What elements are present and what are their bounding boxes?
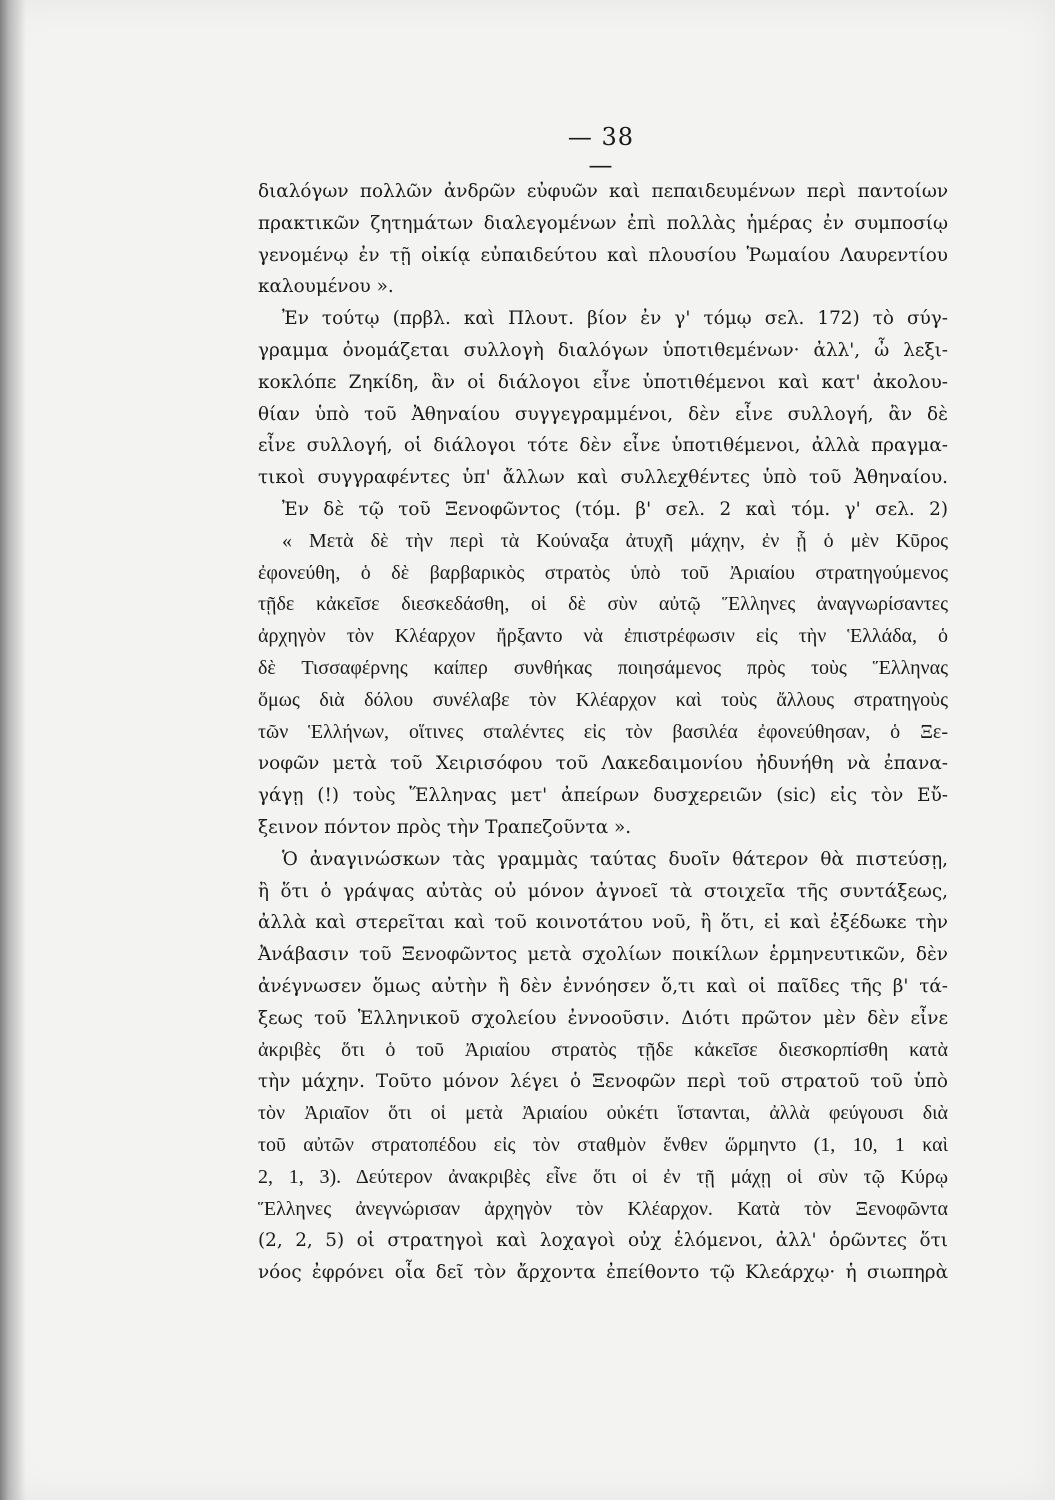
text-line: 2, 1, 3). Δεύτερον ἀνακριβὲς εἶνε ὅτι οἱ ἐν τῇ μάχῃ οἱ σὺν τῷ Κύρῳ <box>258 1165 948 1188</box>
text-line: πρακτικῶν ζητημάτων διαλεγομένων ἐπὶ πολλὰς ἡμέρας ἐν συμποσίῳ <box>258 212 948 234</box>
text-line: Ἀνάβασιν τοῦ Ξενοφῶντος μετὰ σχολίων ποικίλων ἑρμηνευτικῶν, δὲν <box>258 944 948 966</box>
text-line: γραμμα ὀνομάζεται συλλογὴ διαλόγων ὑποτιθεμένων· ἀλλ', ὦ λεξι- <box>258 339 948 361</box>
text-line: ἀνέγνωσεν ὅμως αὐτὴν ἢ δὲν ἐννόησεν ὅ,τι καὶ οἱ παῖδες τῆς β' τά- <box>258 975 948 997</box>
text-line: Ἕλληνες ἀνεγνώρισαν ἀρχηγὸν τὸν Κλέαρχον. Κατὰ τὸν Ξενοφῶντα <box>258 1197 948 1220</box>
text-line: τὴν μάχην. Τοῦτο μόνον λέγει ὁ Ξενοφῶν περὶ τοῦ στρατοῦ τοῦ ὑπὸ <box>258 1071 948 1093</box>
text-line: Ἐν τούτῳ (πρβλ. καὶ Πλουτ. βίον ἐν γ' τόμῳ σελ. 172) τὸ σύγ- <box>282 308 948 330</box>
text-line: ξεινον πόντον πρὸς τὴν Τραπεζοῦντα ». <box>258 816 632 838</box>
text-line: τικοὶ συγγραφέντες ὑπ' ἄλλων καὶ συλλεχθέντες ὑπὸ τοῦ Ἀθηναίου. <box>258 467 948 489</box>
page-number: — 38 — <box>567 123 635 179</box>
text-line: ἢ ὅτι ὁ γράψας αὐτὰς οὐ μόνον ἀγνοεῖ τὰ στοιχεῖα τῆς συντάξεως, <box>258 880 948 902</box>
text-line: διαλόγων πολλῶν ἀνδρῶν εὐφυῶν καὶ πεπαιδευμένων περὶ παντοίων <box>258 181 948 202</box>
text-line: νοφῶν μετὰ τοῦ Χειρισόφου τοῦ Λακεδαιμονίου ἠδυνήθη νὰ ἐπανα- <box>258 753 948 775</box>
text-line: εἶνε συλλογή, οἱ διάλογοι τότε δὲν εἶνε ὑποτιθέμενοι, ἀλλὰ πραγμα- <box>258 435 948 457</box>
text-line: γενομένῳ ἐν τῇ οἰκίᾳ εὐπαιδεύτου καὶ πλουσίου Ῥωμαίου Λαυρεντίου <box>258 244 948 266</box>
text-line: θίαν ὑπὸ τοῦ Ἀθηναίου συγγεγραμμένοι, δὲν εἶνε συλλογή, ἂν δὲ <box>258 403 948 425</box>
text-line: καλουμένου ». <box>258 276 394 298</box>
text-line: « Μετὰ δὲ τὴν περὶ τὰ Κούναξα ἀτυχῆ μάχην, ἐν ᾗ ὁ μὲν Κῦρος <box>282 529 948 552</box>
text-line: ἀρχηγὸν τὸν Κλέαρχον ἤρξαντο νὰ ἐπιστρέφωσιν εἰς τὴν Ἑλλάδα, ὁ <box>258 625 948 648</box>
text-line: ξεως τοῦ Ἑλληνικοῦ σχολείου ἐννοοῦσιν. Διότι πρῶτον μὲν δὲν εἶνε <box>258 1007 948 1029</box>
text-line: ὅμως διὰ δόλου συνέλαβε τὸν Κλέαρχον καὶ τοὺς ἄλλους στρατηγοὺς <box>258 688 948 711</box>
text-line: τὸν Ἀριαῖον ὅτι οἱ μετὰ Ἀριαίου οὐκέτι ἵστανται, ἀλλὰ φεύγουσι διὰ <box>258 1102 948 1125</box>
text-line: δὲ Τισσαφέρνης καίπερ συνθήκας ποιησάμενος πρὸς τοὺς Ἕλληνας <box>258 656 948 679</box>
text-line: ἀλλὰ καὶ στερεῖται καὶ τοῦ κοινοτάτου νοῦ, ἢ ὅτι, εἰ καὶ ἐξέδωκε τὴν <box>258 912 948 934</box>
body-text <box>258 176 948 1289</box>
text-line: ἀκριβὲς ὅτι ὁ τοῦ Ἀριαίου στρατὸς τῇδε κἀκεῖσε διεσκορπίσθη κατὰ <box>258 1038 948 1061</box>
text-line: τοῦ αὐτῶν στρατοπέδου εἰς τὸν σταθμὸν ἔνθεν ὥρμηντο (1, 10, 1 καὶ <box>258 1133 948 1156</box>
text-line: γάγῃ (!) τοὺς Ἕλληνας μετ' ἀπείρων δυσχερειῶν (sic) εἰς τὸν Εὔ- <box>258 785 948 807</box>
text-line: (2, 2, 5) οἱ στρατηγοὶ καὶ λοχαγοὶ οὐχ ἑλόμενοι, ἀλλ' ὁρῶντες ὅτι <box>258 1230 948 1252</box>
text-line: τῶν Ἑλλήνων, οἵτινες σταλέντες εἰς τὸν βασιλέα ἐφονεύθησαν, ὁ Ξε- <box>258 720 948 743</box>
text-line: κοκλόπε Ζηκίδη, ἂν οἱ διάλογοι εἶνε ὑποτιθέμενοι καὶ κατ' ἀκολου- <box>258 371 948 393</box>
text-line: νόος ἐφρόνει οἷα δεῖ τὸν ἄρχοντα ἐπείθοντο τῷ Κλεάρχῳ· ἡ σιωπηρὰ <box>258 1262 948 1284</box>
text-line: Ὁ ἀναγινώσκων τὰς γραμμὰς ταύτας δυοῖν θάτερον θὰ πιστεύσῃ, <box>282 848 948 870</box>
text-line: ἐφονεύθη, ὁ δὲ βαρβαρικὸς στρατὸς ὑπὸ τοῦ Ἀριαίου στρατηγούμενος <box>258 561 948 584</box>
text-line: Ἐν δὲ τῷ τοῦ Ξενοφῶντος (τόμ. β' σελ. 2 καὶ τόμ. γ' σελ. 2) <box>282 498 948 520</box>
text-line: τῇδε κἀκεῖσε διεσκεδάσθη, οἱ δὲ σὺν αὐτῷ Ἕλληνες ἀναγνωρίσαντες <box>258 593 948 616</box>
binding-shadow <box>0 0 26 1500</box>
